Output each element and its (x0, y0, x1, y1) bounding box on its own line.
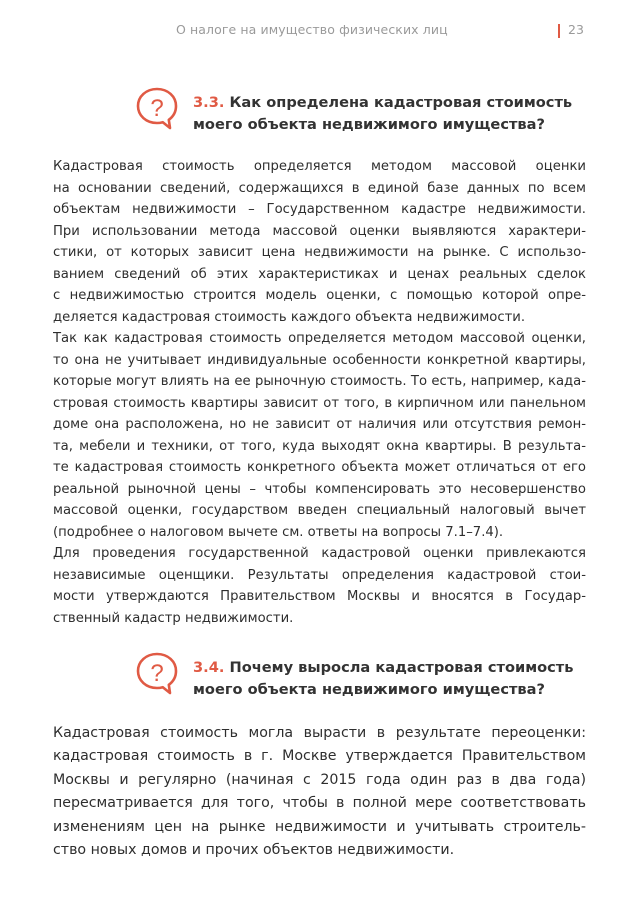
question-title (193, 92, 593, 136)
text-line: мости утверждаются Правительством Москвы и вносятся в Государ- (53, 589, 586, 604)
text-line: Москвы и регулярно (начиная с 2015 года один раз в два года) (53, 771, 586, 788)
question-heading-3-4 (134, 657, 594, 707)
svg-text:?: ? (150, 95, 164, 122)
text-line: Кадастровая стоимость могла вырасти в результате переоценки: (53, 725, 586, 741)
text-line: деляется кадастровая стоимость каждого объекта недвижимости. (53, 309, 526, 325)
text-line: При использовании метода массовой оценки выявляются характери- (53, 223, 586, 239)
text-line: пересматривается для того, чтобы в полной мере соответствовать (53, 795, 586, 812)
question-title-line-2: моего объекта недвижимого имущества? (193, 681, 545, 698)
text-line: Кадастровая стоимость определяется методом массовой оценки (53, 159, 586, 174)
answer-text-3-4 (53, 722, 586, 862)
text-line: ственный кадастр недвижимости. (53, 610, 294, 626)
question-bubble-icon (134, 651, 180, 697)
question-title (193, 657, 593, 701)
question-bubble-icon (134, 86, 180, 132)
text-line: ство новых домов и прочих объектов недвижимости. (53, 842, 455, 859)
text-line: изменениям цен на рынке недвижимости и учитывать строитель- (53, 818, 586, 835)
text-line: доме она расположена, но не зависит от наличия или отсутствия ремон- (53, 417, 586, 432)
text-line: стровая стоимость квартиры зависит от того, в кирпичном или панельном (53, 395, 586, 411)
text-line: с недвижимостью строится модель оценки, с помощью которой опре- (53, 288, 586, 303)
text-line: реальной рыночной цены – чтобы компенсировать это несовершенство (53, 481, 586, 497)
text-line: независимые оценщики. Результаты определения кадастровой стои- (53, 567, 586, 583)
text-line: (подробнее о налоговом вычете см. ответы на вопросы 7.1–7.4). (53, 524, 504, 540)
text-line: та, мебели и техники, от того, куда выходят окна квартиры. В результа- (53, 438, 586, 454)
header-separator (558, 24, 560, 38)
text-line: кадастровая стоимость в г. Москве утверждается Правительством (53, 748, 586, 765)
text-line: то она не учитывает индивидуальные особенности конкретной квартиры, (53, 352, 586, 368)
text-line: объектам недвижимости – Государственном кадастре недвижимости. (53, 202, 586, 217)
question-heading-3-3 (134, 92, 594, 142)
question-title-line-1: Почему выросла кадастровая стоимость (224, 659, 574, 676)
text-line: которые могут влиять на ее рыночную стоимость. То есть, например, када- (53, 374, 586, 389)
page-header (0, 22, 638, 42)
svg-text:?: ? (150, 660, 164, 687)
question-number: 3.4. (193, 659, 225, 676)
question-number: 3.3. (193, 94, 225, 111)
answer-text-3-3 (53, 156, 586, 629)
text-line: Для проведения государственной кадастровой оценки привлекаются (53, 546, 586, 561)
text-line: те кадастровая стоимость конкретного объекта может отличаться от его (53, 460, 586, 475)
running-title: О налоге на имущество физических лиц (176, 22, 448, 37)
question-title-line-1: Как определена кадастровая стоимость (224, 94, 573, 111)
question-title-line-2: моего объекта недвижимого имущества? (193, 116, 545, 133)
text-line: массовой оценки, государством введен специальный налоговый вычет (53, 503, 586, 518)
text-line: Так как кадастровая стоимость определяется методом массовой оценки, (53, 331, 586, 346)
text-line: на основании сведений, содержащихся в единой базе данных по всем (53, 180, 586, 196)
text-line: стики, от которых зависит цена недвижимости на рынке. С использо- (53, 245, 586, 260)
page-number: 23 (568, 22, 585, 37)
text-line: ванием сведений об этих характеристиках и ценах реальных сделок (53, 266, 586, 282)
